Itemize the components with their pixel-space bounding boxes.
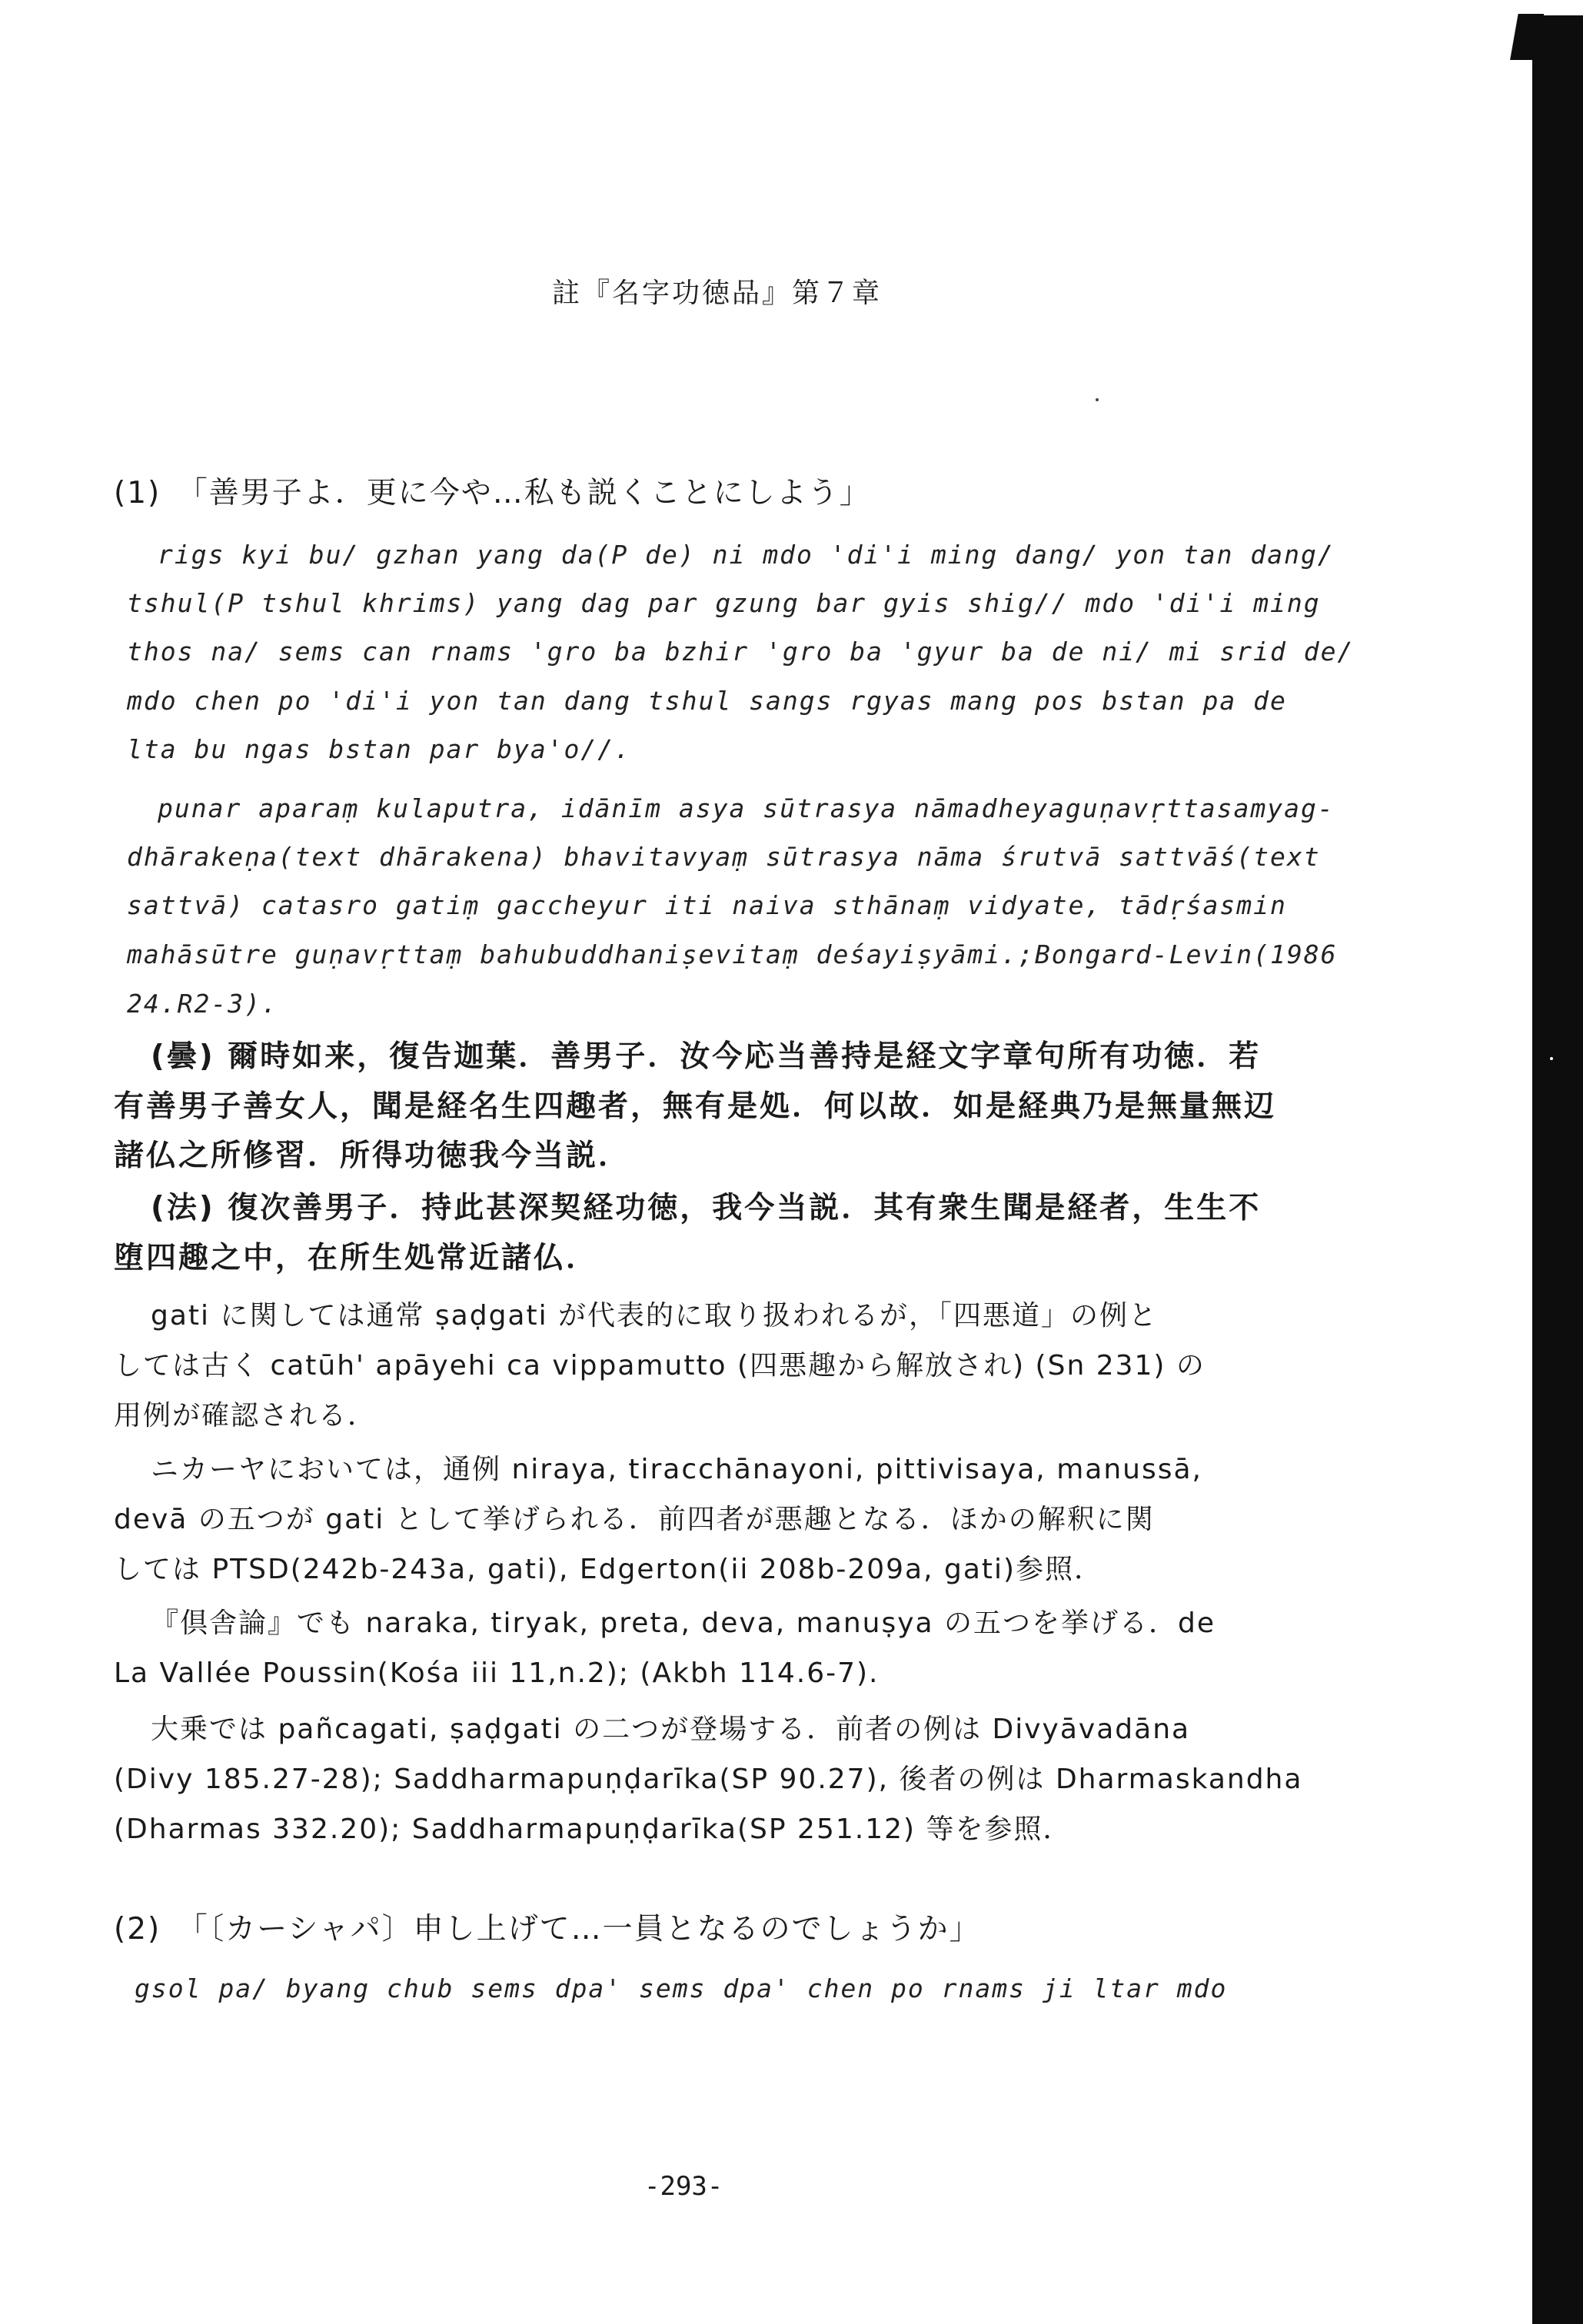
page-title: 註『名字功徳品』第７章: [552, 278, 883, 309]
tibetan-line: thos na/ sems can rnams 'gro ba bzhir 'gro ba 'gyur ba de ni/ mi srid de/: [127, 637, 1355, 667]
scan-edge-shadow: [1532, 15, 1583, 2324]
commentary-line: 用例が確認される．: [114, 1400, 377, 1431]
tibetan-line: lta bu ngas bstan par bya'o//.: [127, 734, 632, 764]
sanskrit-line: punar aparaṃ kulaputra, idānīm asya sūtrasya nāmadheyaguṇavṛttasamyag-: [158, 793, 1335, 823]
tibetan-line: rigs kyi bu/ gzhan yang da(P de) ni mdo 'di'i ming dang/ yon tan dang/: [158, 540, 1335, 570]
sanskrit-line: mahāsūtre guṇavṛttaṃ bahubuddhaniṣevitaṃ deśayiṣyāmi.;Bongard-Levin(1986: [127, 939, 1338, 969]
page-number: -293-: [644, 2171, 723, 2202]
commentary-line: しては古く catūh' apāyehi ca vippamutto (四悪趣から解放され) (Sn 231) の: [114, 1350, 1206, 1381]
commentary-line: 大乗では pañcagati, ṣaḍgati の二つが登場する．前者の例は Divyāvadāna: [151, 1714, 1191, 1745]
scan-speck: [1550, 1057, 1553, 1060]
chinese-fa-line: (法) 復次善男子．持此甚深契経功徳，我今当説．其有衆生聞是経者，生生不: [151, 1191, 1262, 1225]
sanskrit-line: sattvā) catasro gatiṃ gaccheyur iti naiva sthānaṃ vidyate, tādṛśasmin: [127, 890, 1287, 920]
chinese-tan-line: 有善男子善女人，聞是経名生四趣者，無有是処．何以故．如是経典乃是無量無辺: [114, 1089, 1277, 1124]
commentary-line: 『倶舎論』でも naraka, tiryak, preta, deva, manuṣya の五つを挙げる．de: [151, 1608, 1216, 1639]
chinese-tan-line: (曇) 爾時如来，復告迦葉．善男子．汝今応当善持是経文字章句所有功徳．若: [151, 1039, 1262, 1074]
scan-speck: [1096, 398, 1099, 401]
note-2-heading: (2) 「〔カーシャパ〕申し上げて…一員となるのでしょうか」: [114, 1912, 981, 1947]
commentary-line: devā の五つが gati として挙げられる．前四者が悪趣となる．ほかの解釈に関: [114, 1504, 1155, 1535]
commentary-line: (Divy 185.27-28); Saddharmapuṇḍarīka(SP 90.27), 後者の例は Dharmaskandha: [114, 1764, 1303, 1795]
tibetan-line: gsol pa/ byang chub sems dpa' sems dpa' chen po rnams ji ltar mdo: [135, 1973, 1228, 2003]
commentary-line: (Dharmas 332.20); Saddharmapuṇḍarīka(SP 251.12) 等を参照．: [114, 1814, 1073, 1845]
chinese-tan-line: 諸仏之所修習．所得功徳我今当説．: [114, 1139, 631, 1173]
sanskrit-line: 24.R2-3).: [127, 989, 278, 1019]
tibetan-line: mdo chen po 'di'i yon tan dang tshul sangs rgyas mang pos bstan pa de: [127, 686, 1287, 716]
commentary-line: しては PTSD(242b-243a, gati), Edgerton(ii 208b-209a, gati)参照．: [114, 1554, 1104, 1585]
note-1-heading: (1) 「善男子よ．更に今や…私も説くことにしよう」: [114, 476, 871, 510]
commentary-line: ニカーヤにおいては，通例 niraya, tiracchānayoni, pittivisaya, manussā,: [151, 1454, 1202, 1485]
chinese-fa-line: 堕四趣之中，在所生処常近諸仏．: [114, 1241, 599, 1275]
tibetan-line: tshul(P tshul khrims) yang dag par gzung bar gyis shig// mdo 'di'i ming: [127, 588, 1321, 618]
commentary-line: gati に関しては通常 ṣaḍgati が代表的に取り扱われるが，「四悪道」の例と: [151, 1300, 1159, 1332]
commentary-line: La Vallée Poussin(Kośa iii 11,n.2); (Akbh 114.6-7).: [114, 1657, 880, 1689]
sanskrit-line: dhārakeṇa(text dhārakena) bhavitavyaṃ sūtrasya nāma śrutvā sattvāś(text: [127, 842, 1321, 872]
